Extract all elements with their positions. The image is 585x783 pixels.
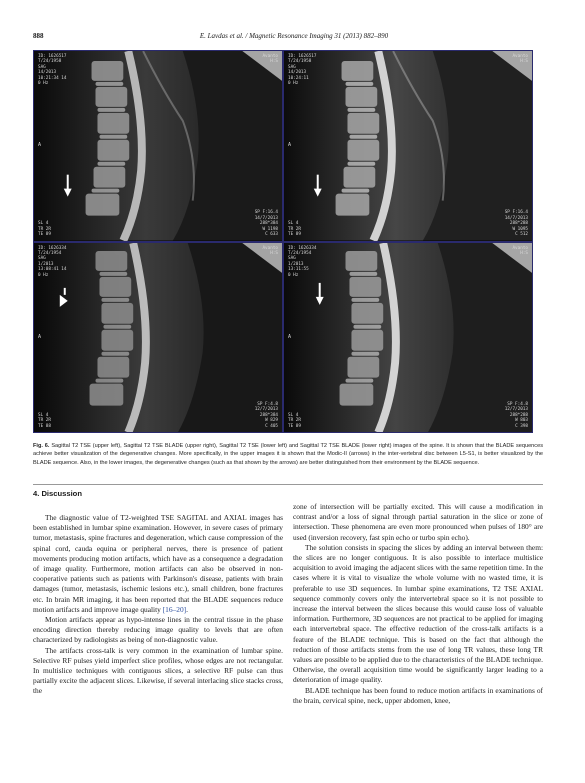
paragraph: Motion artifacts appear as hypo-intense lines in the central tissue in the phase encoding direction thereby reducing image quality to levels that are often characterized by radiologists as being of non-diagnostic value. [33, 615, 283, 645]
paragraph [33, 513, 283, 615]
mri-panel-lower-left [34, 243, 282, 433]
mri-panel-upper-right [284, 51, 532, 241]
caption-text: Sagittal T2 TSE (upper left), Sagittal T2 TSE BLADE (upper right), Sagittal T2 TSE (lower left) and Sagittal T2 TSE BLADE (lower right) images of the spine. It is shown that the BLADE sequences achieve better visualization of the degenerative changes. More specifically, in the upper images it is shown that the Modic-II (arrows) in the inter-vertebral disc between L5-S1, is better visualized by the BLADE sequence. Also, in the lower images, the degenerative changes (such as that shown by the arrows) are better distinguished from their environment by the BLADE sequence. [33, 443, 544, 466]
left-column [33, 513, 283, 697]
dicom-info-bottom-left: SL 4 TR 2R TE 88 [38, 412, 51, 429]
paragraph: The solution consists in spacing the slices by adding an interval between them: the slices are no longer contiguous. It is also possible to interlace multislice acquisition to avoid imaging the adjacent slices with the same repetition time. In the cases where it is vital to visualize the whole volume with no wasted time, it is preferable to use 3D sequences. In lumbar spine examinations, T2 TSE AXIAL sequence commonly covers only the intervertebral space so it is not possible to increase the interval between the slices because this would cause loss of valuable information. Furthermore, 3D sequences are not practical to be applied for imaging each intervertebral space. The effective reduction of the cross-talk artifacts is a feature of the BLADE technique. This is based on the fact that although the reduction of those artifacts stems from the use of long TR values, these long TR values are possible to be applied due to the characteristics of the BLADE technique. Otherwise, the overall acquisition time would be significantly larger leading to a deterioration of image quality. [293, 542, 543, 685]
spine-image [284, 51, 532, 241]
mri-panel-upper-left [34, 51, 282, 241]
dicom-info-top-left: ID: 1626517 T/24/1958 SAG 14/2013 10:21:34 14 0 Hz [38, 54, 67, 87]
paragraph-text: . [186, 604, 188, 614]
right-column [293, 502, 543, 706]
dicom-info-bottom-left: SL 4 TR 2R TE 89 [38, 221, 51, 238]
dicom-info-top-right: Avanto H:S [262, 54, 278, 65]
section-divider [33, 484, 543, 485]
paragraph-text: The diagnostic value of T2-weighted TSE SAGITAL and AXIAL images has been established in lumbar spine examination. However, in severe cases of primary tumor, metastasis, spine fractures and degeneration, which cause compression of the spinal cord, cauda equina or peripheral nerves, there is presence of patient movements producing motion artifacts, which have as a consequence a degradation of image quality. Furthermore, motion artifacts can also be observed in non-cooperative patients such as patients with Parkinson's disease, patients with brain damages (tumor, metastasis, ischemic lesions etc.), small children, bone fractures etc. In brain MR imaging, it has been reported that the BLADE sequences reduce motion artifacts and improve image quality [33, 513, 283, 614]
paragraph: zone of intersection will be partially excited. This will cause a modification in contrast and/or a loss of signal through partial saturation in the slice or zone of intersection. These phenomena are even more pronounced when pulses of 180° are used (inversion recovery, fast spin echo or turbo spin echo). [293, 502, 543, 542]
page-number: 888 [33, 32, 44, 40]
figure-6-mri-grid [33, 50, 533, 433]
dicom-info-bottom-right: SP F:4.8 12/7/2013 288*384 W 829 C 405 [254, 401, 278, 429]
paragraph: BLADE technique has been found to reduce motion artifacts in examinations of the brain, cervical spine, neck, upper abdomen, knee, [293, 685, 543, 705]
dicom-info-top-left: ID: 1626517 T/24/1958 SAG 14/2013 10:24:11 0 Hz [288, 54, 317, 87]
dicom-info-top-left: ID: 1626334 T/24/1954 SAG 1/2013 13:08:41 14 0 Hz [38, 245, 67, 278]
orientation-label: A [288, 142, 292, 148]
paragraph: The artifacts cross-talk is very common in the examination of lumbar spine. Selective RF pulses yield imperfect slice profiles, whose edges are not rectangular. In multislice techniques with contiguous slices, a selective RF pulse can thus partially excite the adjacent slices. Likewise, if several interlacing slice stacks cross, the [33, 645, 283, 696]
figure-caption [33, 442, 543, 467]
spine-image [284, 243, 532, 433]
orientation-label: A [38, 142, 42, 148]
dicom-info-top-right: Avanto H:S [512, 54, 528, 65]
mri-panel-lower-right [284, 243, 532, 433]
spine-image [34, 243, 282, 433]
dicom-info-bottom-right: SP F:4.8 12/7/2013 288*288 W 803 C 398 [504, 401, 528, 429]
journal-citation: E. Lavdas et al. / Magnetic Resonance Imaging 31 (2013) 882–890 [199, 32, 389, 40]
spine-image [34, 51, 282, 241]
dicom-info-bottom-left: SL 4 TR 2R TE 89 [288, 412, 301, 429]
section-heading: 4. Discussion [33, 489, 82, 498]
citation-link[interactable]: [16–20] [162, 604, 187, 614]
dicom-info-top-right: Avanto H:S [512, 245, 528, 256]
dicom-info-bottom-left: SL 4 TR 2R TE 89 [288, 221, 301, 238]
orientation-label: A [38, 333, 42, 340]
dicom-info-top-left: ID: 1626334 T/24/1954 SAG 1/2013 13:11:55 0 Hz [288, 245, 317, 278]
dicom-info-top-right: Avanto H:S [262, 245, 278, 256]
orientation-label: A [288, 333, 292, 340]
running-header [33, 32, 555, 40]
dicom-info-bottom-right: SP F:16.4 14/7/2013 288*384 W 1198 C 633 [254, 210, 278, 238]
dicom-info-bottom-right: SP F:16.4 14/7/2013 288*288 W 1095 C 512 [504, 210, 528, 238]
caption-label: Fig. 6. [33, 443, 50, 449]
